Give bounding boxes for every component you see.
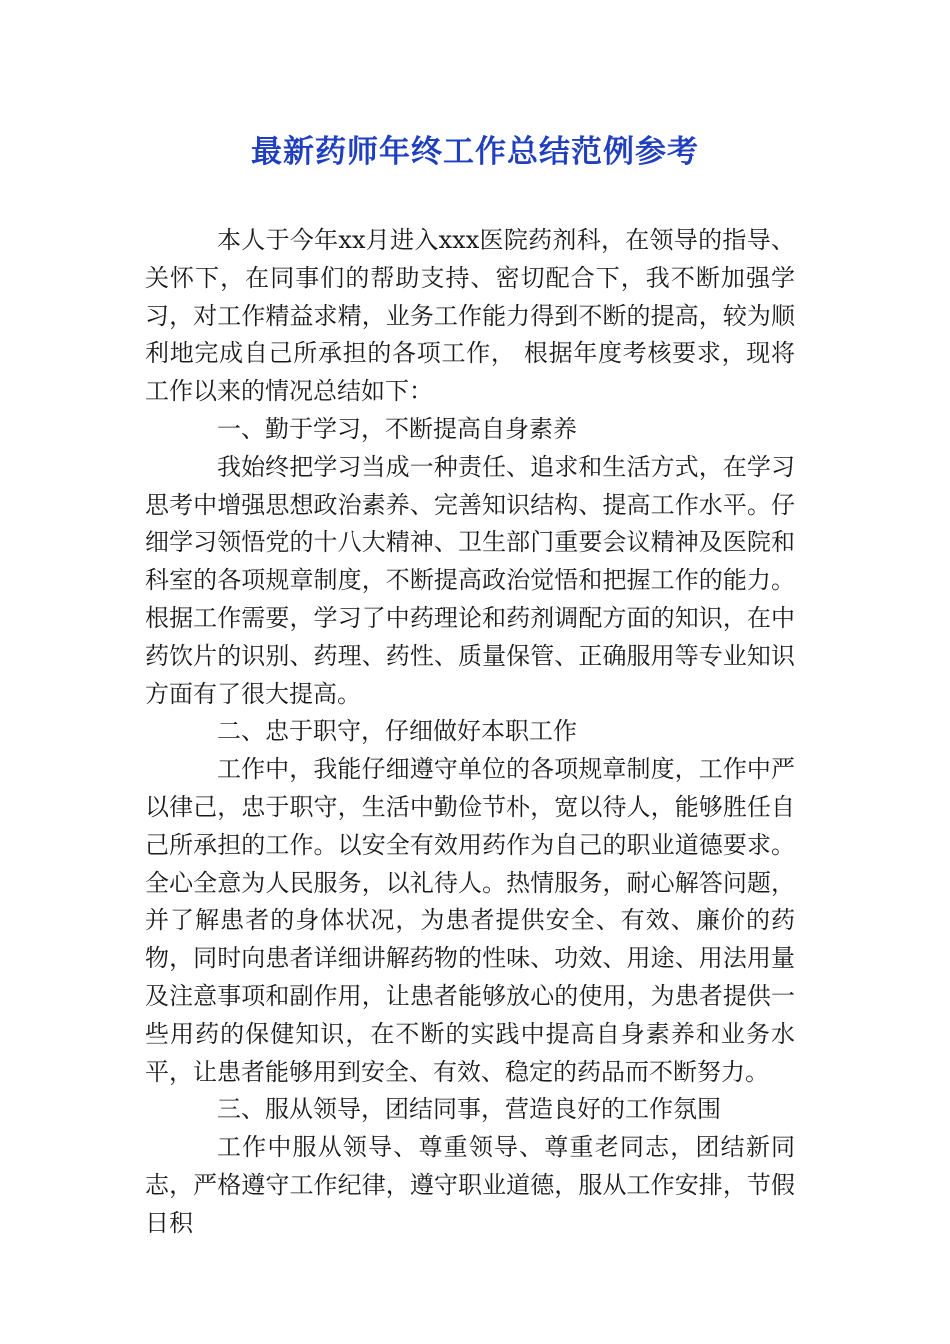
section-paragraph-1: 我始终把学习当成一种责任、追求和生活方式，在学习思考中增强思想政治素养、完善知识结构、提高工作水平。仔细学习领悟党的十八大精神、卫生部门重要会议精神及医院和科室的各项规章制度，不断提高政治觉悟和把握工作的能力。根据工作需要，学习了中药理论和药剂调配方面的知识，在中药饮片的识别、药理、药性、质量保管、正确服用等专业知识方面有了很大提高。 bbox=[145, 452, 795, 708]
document-body bbox=[145, 222, 795, 1243]
document-title: 最新药师年终工作总结范例参考 bbox=[251, 134, 699, 170]
section-paragraph-3: 工作中服从领导、尊重领导、尊重老同志，团结新同志，严格遵守工作纪律，遵守职业道德，服从工作安排，节假日积 bbox=[145, 1133, 795, 1237]
intro-paragraph: 本人于今年xx月进入xxx医院药剂科，在领导的指导、关怀下，在同事们的帮助支持、密切配合下，我不断加强学习，对工作精益求精，业务工作能力得到不断的提高，较为顺利地完成自己所承担的各项工作， 根据年度考核要求，现将工作以来的情况总结如下： bbox=[145, 226, 795, 406]
section-heading-1: 一、勤于学习，不断提高自身素养 bbox=[217, 414, 577, 443]
section-paragraph-2: 工作中，我能仔细遵守单位的各项规章制度，工作中严以律己，忠于职守，生活中勤俭节朴，宽以待人，能够胜任自己所承担的工作。以安全有效用药作为自己的职业道德要求。全心全意为人民服务，以礼待人。热情服务，耐心解答问题，并了解患者的身体状况，为患者提供安全、有效、廉价的药物，同时向患者详细讲解药物的性味、功效、用途、用法用量及注意事项和副作用，让患者能够放心的使用，为患者提供一些用药的保健知识，在不断的实践中提高自身素养和业务水平，让患者能够用到安全、有效、稳定的药品而不断努力。 bbox=[145, 755, 795, 1086]
section-heading-2: 二、忠于职守，仔细做好本职工作 bbox=[217, 717, 577, 746]
section-heading-3: 三、服从领导，团结同事，营造良好的工作氛围 bbox=[217, 1095, 721, 1124]
